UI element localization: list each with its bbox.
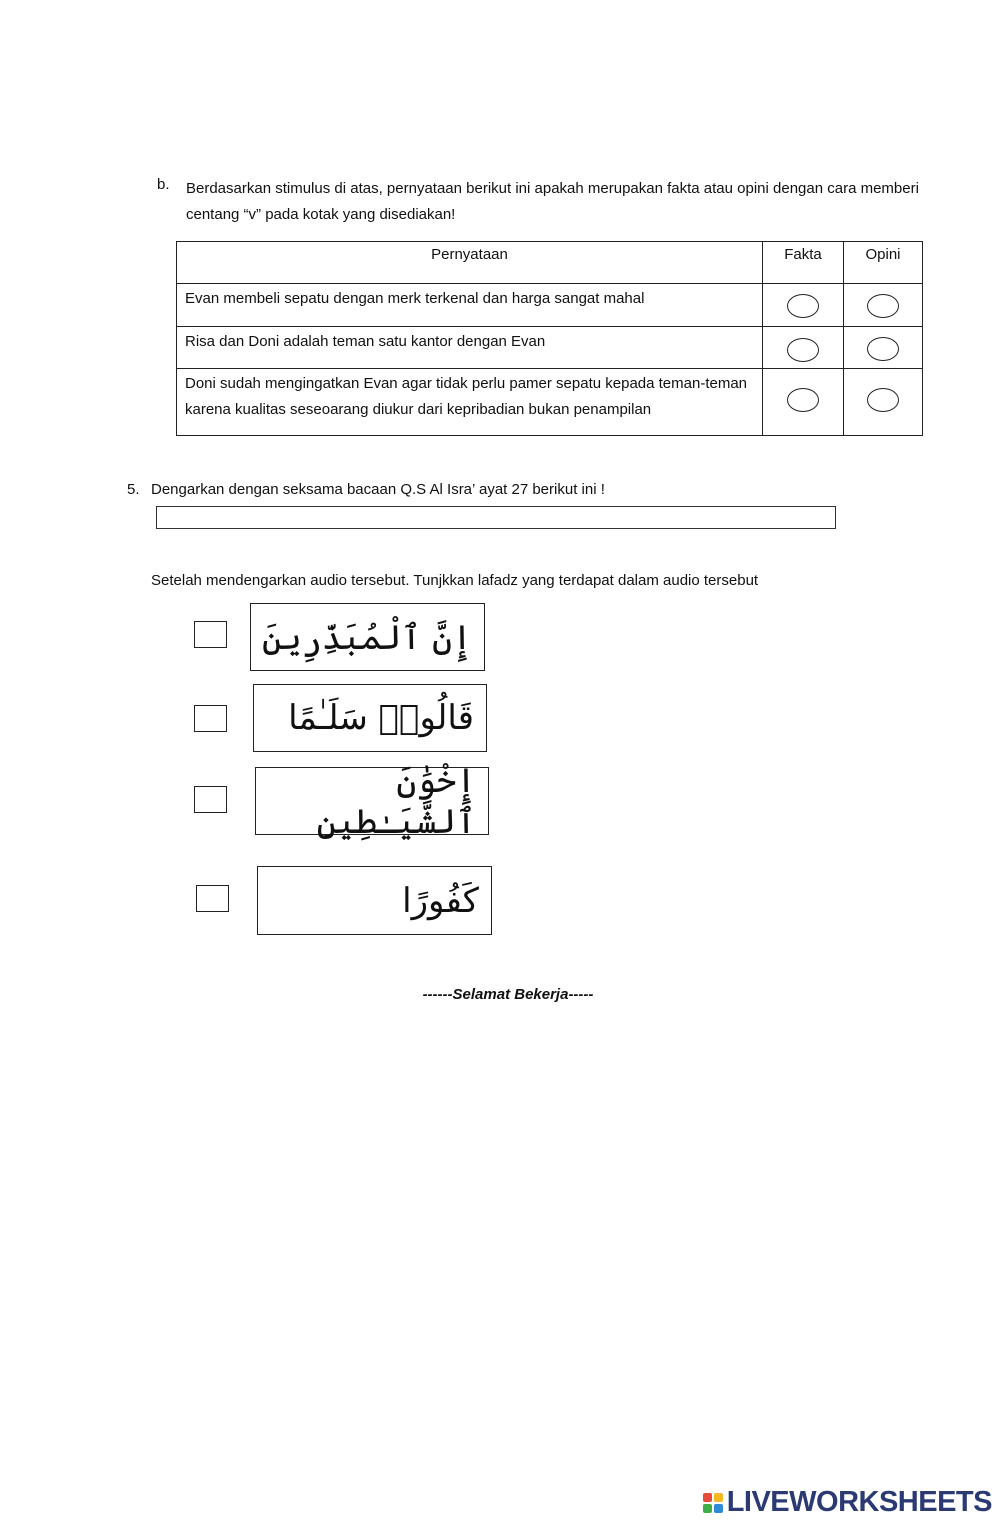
logo-square-4	[714, 1504, 723, 1513]
statement-3: Doni sudah mengingatkan Evan agar tidak perlu pamer sepatu kepada teman-teman karena kualitas seseoarang diukur dari kepribadian bukan penampilan	[177, 369, 763, 436]
option-arabic-1: إِنَّ ٱلْمُبَذِّرِينَ	[250, 603, 485, 671]
question-5-text: Dengarkan dengan seksama bacaan Q.S Al Isra’ ayat 27 berikut ini !	[151, 481, 605, 498]
question-b-marker: b.	[157, 176, 170, 193]
fact-opinion-table	[176, 241, 923, 436]
fact-radio-3[interactable]	[787, 388, 819, 412]
table-row	[177, 369, 923, 436]
liveworksheets-logo	[703, 1486, 992, 1519]
logo-text: LIVEWORKSHEETS	[726, 1486, 992, 1518]
audio-player[interactable]	[156, 506, 836, 529]
header-fact: Fakta	[763, 242, 844, 284]
closing-text: ------Selamat Bekerja-----	[422, 986, 594, 1003]
option-checkbox-3[interactable]	[194, 786, 227, 813]
logo-square-1	[703, 1493, 712, 1502]
table-row	[177, 284, 923, 327]
option-checkbox-4[interactable]	[196, 885, 229, 912]
table-header-row	[177, 242, 923, 284]
logo-icon	[703, 1493, 723, 1513]
opinion-radio-1[interactable]	[867, 294, 899, 318]
logo-square-3	[703, 1504, 712, 1513]
option-arabic-3: إِخْوَٰنَ ٱلشَّيَـٰطِينِ	[255, 767, 489, 835]
header-opinion: Opini	[844, 242, 923, 284]
opinion-radio-3[interactable]	[867, 388, 899, 412]
option-arabic-2: قَالُوا۟ سَلَـٰمًا	[253, 684, 487, 752]
question-b-text: Berdasarkan stimulus di atas, pernyataan berikut ini apakah merupakan fakta atau opini dengan cara memberi centang “v” pada kotak yang disediakan!	[186, 180, 919, 223]
question-5-number: 5.	[127, 481, 140, 498]
fact-radio-2[interactable]	[787, 338, 819, 362]
option-checkbox-2[interactable]	[194, 705, 227, 732]
statement-2: Risa dan Doni adalah teman satu kantor dengan Evan	[177, 327, 763, 369]
question-5-instruction: Setelah mendengarkan audio tersebut. Tunjkkan lafadz yang terdapat dalam audio tersebut	[151, 572, 759, 589]
statement-1: Evan membeli sepatu dengan merk terkenal dan harga sangat mahal	[177, 284, 763, 327]
option-arabic-4: كَفُورًا	[257, 866, 492, 935]
opinion-radio-2[interactable]	[867, 337, 899, 361]
logo-square-2	[714, 1493, 723, 1502]
table-row	[177, 327, 923, 369]
fact-radio-1[interactable]	[787, 294, 819, 318]
option-checkbox-1[interactable]	[194, 621, 227, 648]
header-statement: Pernyataan	[177, 242, 763, 284]
